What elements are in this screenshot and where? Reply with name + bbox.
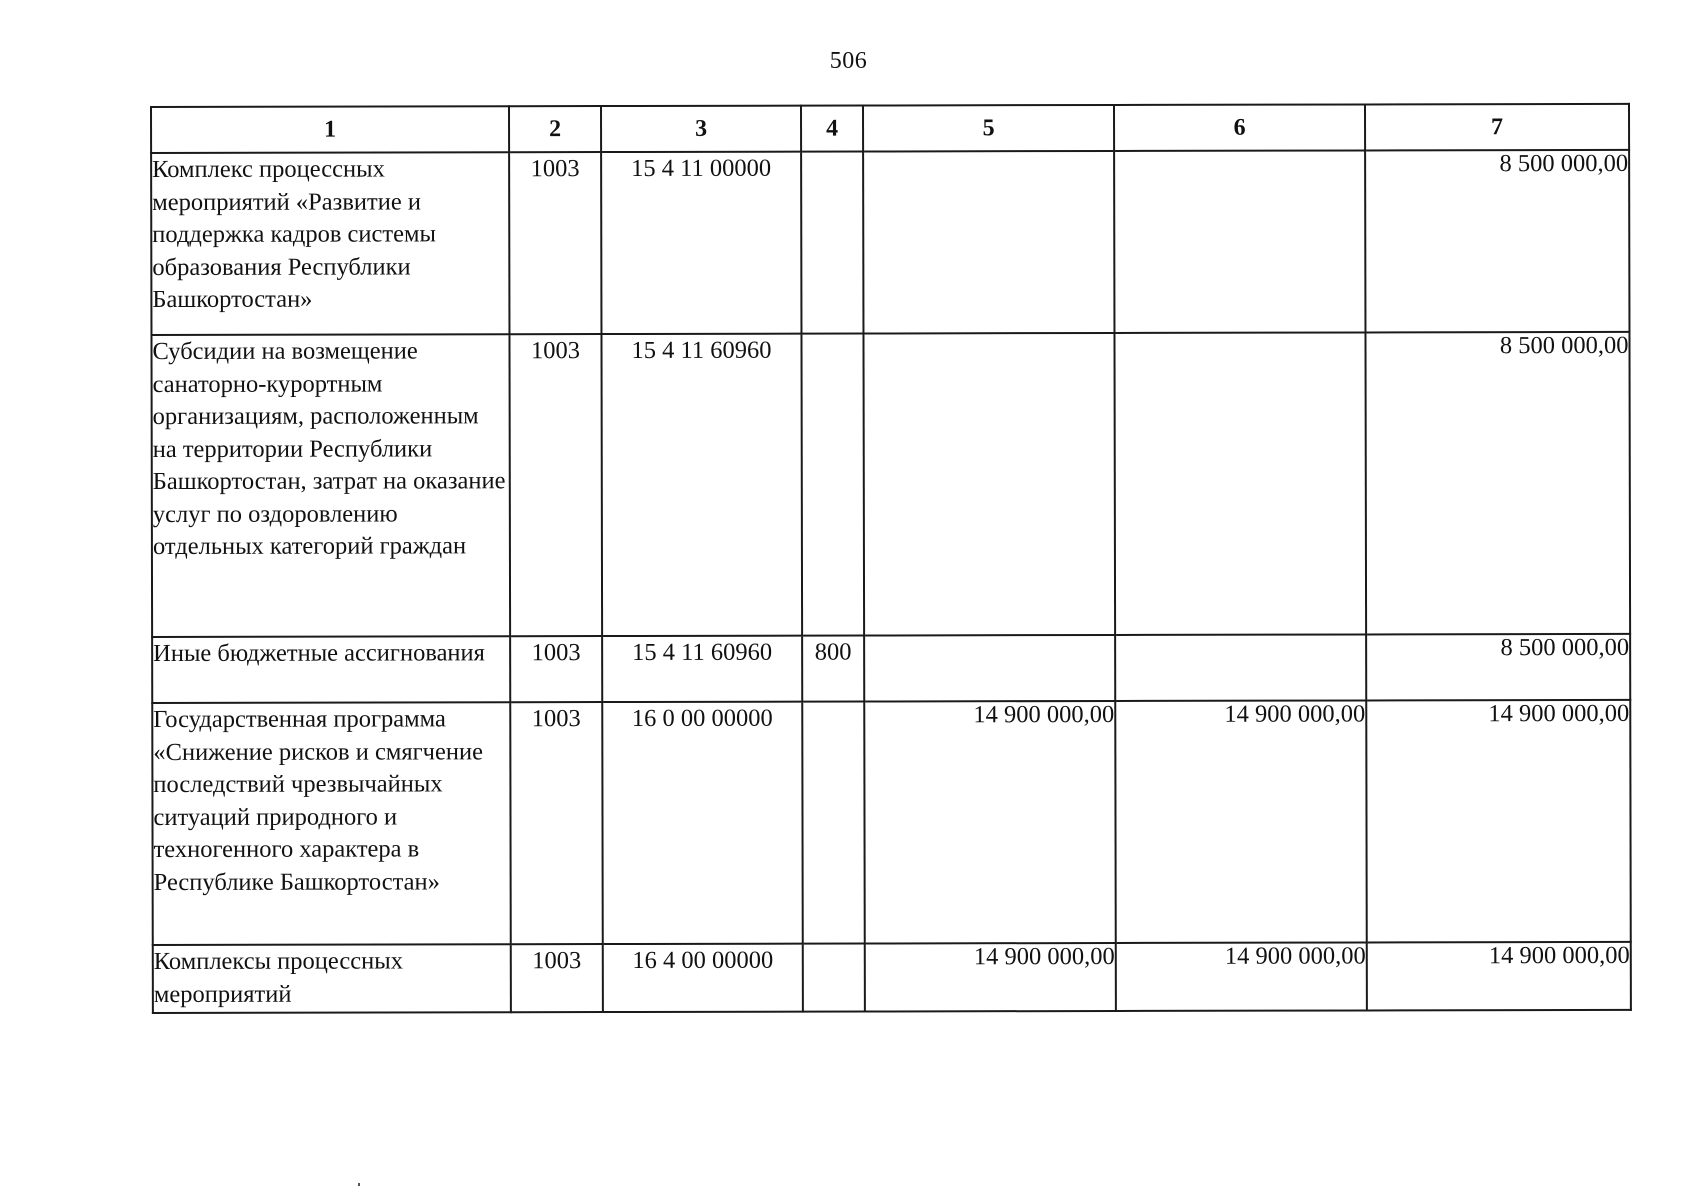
row-name: Субсидии на возмещение санаторно-курортным организациям, расположенным на территории Республики Башкортостан, затрат на оказание услуг по оздоровлению отдельных категорий граждан: [151, 334, 510, 637]
row-value-col7: 8 500 000,00: [1366, 634, 1630, 701]
row-target-code: 16 4 00 00000: [603, 944, 803, 1012]
row-value-col5: [863, 151, 1114, 334]
row-value-col6: 14 900 000,00: [1116, 942, 1367, 1011]
page-number: 506: [829, 48, 868, 74]
row-section: 1003: [510, 702, 603, 944]
row-target-code: 15 4 11 60960: [602, 636, 802, 702]
table-row: [153, 942, 1631, 1013]
column-header-7: 7: [1365, 104, 1629, 151]
column-header-1: 1: [151, 106, 509, 153]
row-target-code: 15 4 11 60960: [601, 334, 802, 636]
row-section: 1003: [509, 334, 602, 636]
row-value-col7: 14 900 000,00: [1367, 942, 1631, 1011]
row-name: Комплекс процессных мероприятий «Развитие и поддержка кадров системы образования Республики Башкортостан»: [151, 152, 509, 335]
row-value-col5: 14 900 000,00: [865, 943, 1116, 1012]
row-value-col6: [1115, 634, 1366, 701]
column-header-5: 5: [863, 105, 1114, 152]
table-header-row: [151, 104, 1629, 153]
column-header-3: 3: [601, 106, 801, 152]
row-value-col6: 14 900 000,00: [1115, 700, 1367, 943]
row-value-col6: [1114, 150, 1365, 333]
column-header-4: 4: [801, 106, 863, 152]
row-expense-type: [802, 702, 865, 944]
row-value-col5: 14 900 000,00: [864, 701, 1116, 944]
row-value-col5: [864, 635, 1115, 702]
row-expense-type: [801, 152, 863, 334]
row-section: 1003: [509, 152, 601, 334]
row-value-col6: [1114, 332, 1366, 635]
row-name: Государственная программа «Снижение рисков и смягчение последствий чрезвычайных ситуаций природного и техногенного характера в Республике Башкортостан»: [152, 702, 511, 945]
row-value-col7: 8 500 000,00: [1365, 332, 1630, 635]
row-value-col7: 8 500 000,00: [1365, 150, 1629, 333]
column-header-2: 2: [509, 106, 601, 152]
table-row: [152, 634, 1630, 703]
row-section: 1003: [510, 636, 602, 702]
row-name: Иные бюджетные ассигнования: [152, 636, 510, 703]
table-row: [151, 332, 1630, 637]
row-target-code: 15 4 11 00000: [601, 152, 801, 334]
row-section: 1003: [511, 944, 603, 1012]
column-header-6: 6: [1114, 104, 1365, 151]
row-value-col7: 14 900 000,00: [1366, 700, 1631, 943]
table-row: [151, 150, 1629, 335]
row-name: Комплексы процессных мероприятий: [153, 944, 511, 1013]
row-target-code: 16 0 00 00000: [602, 702, 803, 944]
row-expense-type: [803, 944, 865, 1012]
row-expense-type: 800: [802, 636, 864, 702]
scan-speck: [358, 1183, 360, 1186]
budget-table: [150, 103, 1632, 1014]
row-value-col5: [863, 333, 1115, 636]
row-expense-type: [801, 334, 864, 636]
table-row: [152, 700, 1631, 945]
